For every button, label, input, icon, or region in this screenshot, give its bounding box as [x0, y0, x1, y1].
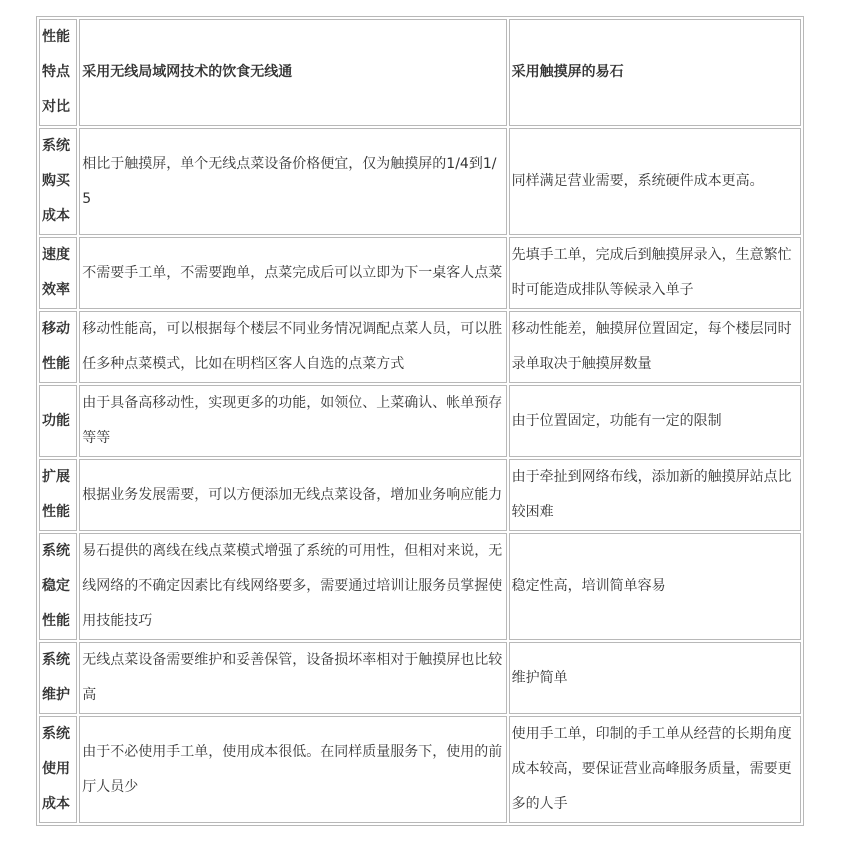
wireless-cell: 无线点菜设备需要维护和妥善保管，设备损坏率相对于触摸屏也比较高 — [79, 642, 506, 714]
touchscreen-cell: 使用手工单，印制的手工单从经营的长期角度成本较高，要保证营业高峰服务质量，需要更多的人手 — [509, 716, 801, 823]
table-row — [39, 237, 801, 309]
touchscreen-cell: 维护简单 — [509, 642, 801, 714]
wireless-cell: 相比于触摸屏，单个无线点菜设备价格便宜，仅为触摸屏的1/4到1/5 — [79, 128, 506, 235]
row-label: 系统购买成本 — [39, 128, 77, 235]
table-row — [39, 311, 801, 383]
table-row — [39, 385, 801, 457]
row-label: 系统稳定性能 — [39, 533, 77, 640]
header-wireless-cell: 采用无线局域网技术的饮食无线通 — [79, 19, 506, 126]
touchscreen-cell: 由于位置固定，功能有一定的限制 — [509, 385, 801, 457]
wireless-cell: 移动性能高，可以根据每个楼层不同业务情况调配点菜人员，可以胜任多种点菜模式，比如在明档区客人自选的点菜方式 — [79, 311, 506, 383]
table-row — [39, 459, 801, 531]
wireless-cell: 不需要手工单，不需要跑单，点菜完成后可以立即为下一桌客人点菜 — [79, 237, 506, 309]
row-label: 系统使用成本 — [39, 716, 77, 823]
row-label: 移动性能 — [39, 311, 77, 383]
wireless-cell: 根据业务发展需要，可以方便添加无线点菜设备，增加业务响应能力 — [79, 459, 506, 531]
wireless-cell: 由于具备高移动性，实现更多的功能，如领位、上菜确认、帐单预存等等 — [79, 385, 506, 457]
comparison-table — [36, 16, 804, 826]
touchscreen-cell: 移动性能差，触摸屏位置固定，每个楼层同时录单取决于触摸屏数量 — [509, 311, 801, 383]
touchscreen-cell: 先填手工单，完成后到触摸屏录入，生意繁忙时可能造成排队等候录入单子 — [509, 237, 801, 309]
table-row — [39, 533, 801, 640]
row-label: 功能 — [39, 385, 77, 457]
table-row — [39, 128, 801, 235]
wireless-cell: 由于不必使用手工单，使用成本很低。在同样质量服务下，使用的前厅人员少 — [79, 716, 506, 823]
table-row — [39, 716, 801, 823]
touchscreen-cell: 同样满足营业需要，系统硬件成本更高。 — [509, 128, 801, 235]
row-label: 系统维护 — [39, 642, 77, 714]
header-feature-cell: 性能特点对比 — [39, 19, 77, 126]
touchscreen-cell: 稳定性高，培训简单容易 — [509, 533, 801, 640]
row-label: 速度效率 — [39, 237, 77, 309]
table-row — [39, 642, 801, 714]
touchscreen-cell: 由于牵扯到网络布线，添加新的触摸屏站点比较困难 — [509, 459, 801, 531]
row-label: 扩展性能 — [39, 459, 77, 531]
wireless-cell: 易石提供的离线在线点菜模式增强了系统的可用性，但相对来说，无线网络的不确定因素比有线网络要多，需要通过培训让服务员掌握使用技能技巧 — [79, 533, 506, 640]
header-touchscreen-cell: 采用触摸屏的易石 — [509, 19, 801, 126]
table-header-row — [39, 19, 801, 126]
